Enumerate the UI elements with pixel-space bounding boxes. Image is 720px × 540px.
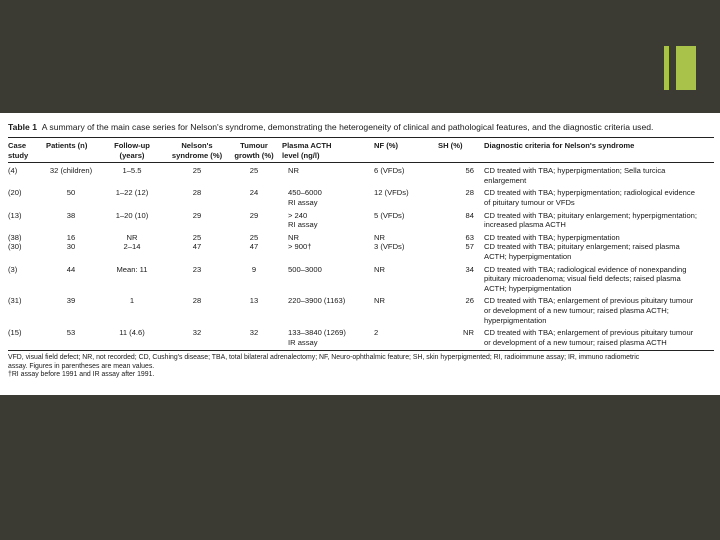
cell-tumour: 25 <box>249 232 259 242</box>
cell-tumour: 9 <box>251 264 257 274</box>
header-acth: Plasma ACTH level (ng/l) <box>282 141 332 160</box>
cell-nelson: 28 <box>192 188 202 198</box>
cell-study: (4) <box>8 166 18 176</box>
cell-nelson: 29 <box>192 210 202 220</box>
cell-nf: 2 <box>374 328 379 338</box>
cell-criteria: CD treated with TBA; hyperpigmentation; radiological evidence of pituitary tumour or VFDs <box>484 188 695 207</box>
table-row <box>8 185 714 207</box>
cell-nf: 6 (VFDs) <box>374 166 405 176</box>
cell-followup: Mean: 11 <box>116 264 148 274</box>
cell-acth: 450–6000 RI assay <box>288 188 322 207</box>
header-patients: Patients (n) <box>46 141 88 150</box>
cell-nf: NR <box>374 232 385 242</box>
header-sh: SH (%) <box>438 141 463 150</box>
cell-study: (31) <box>8 296 22 306</box>
cell-tumour: 29 <box>249 210 259 220</box>
cell-criteria: CD treated with TBA; hyperpigmentation <box>484 232 620 242</box>
cell-acth: 500–3000 <box>288 264 322 274</box>
cell-sh: 84 <box>465 210 474 220</box>
cell-nf: NR <box>374 296 385 306</box>
cell-criteria: CD treated with TBA; enlargement of previous pituitary tumour or development of a new tumour; raised plasma ACTH; hyperpigmentation <box>484 296 694 325</box>
cell-sh: 56 <box>465 166 474 176</box>
cell-followup: 1–5.5 <box>122 166 142 176</box>
table-footnotes <box>8 354 714 379</box>
cell-acth: > 900† <box>288 242 312 252</box>
header-case-study: Case study <box>8 141 29 160</box>
caption-label: Table 1 <box>8 122 37 132</box>
table-body <box>8 163 714 347</box>
cell-followup: 2–14 <box>123 242 141 252</box>
table-row <box>8 230 714 243</box>
table-row <box>8 163 714 185</box>
cell-followup: 11 (4.6) <box>119 328 145 338</box>
table-header <box>8 138 714 163</box>
cell-patients: 50 <box>66 188 76 198</box>
case-series-table <box>8 138 714 347</box>
cell-sh: 57 <box>465 242 474 252</box>
cell-nf: 3 (VFDs) <box>374 242 405 252</box>
cell-sh: 63 <box>465 232 474 242</box>
cell-patients: 38 <box>66 210 76 220</box>
cell-followup: 1–22 (12) <box>115 188 149 198</box>
cell-patients: 32 (children) <box>49 166 93 176</box>
header-nelsons: Nelson's syndrome (%) <box>171 141 223 160</box>
cell-followup: 1 <box>129 296 135 306</box>
header-criteria: Diagnostic criteria for Nelson's syndrome <box>484 141 635 150</box>
cell-sh: 28 <box>465 188 474 198</box>
cell-sh: 26 <box>465 296 474 306</box>
cell-study: (30) <box>8 242 22 252</box>
cell-nf: 5 (VFDs) <box>374 210 405 220</box>
cell-patients: 53 <box>66 328 76 338</box>
cell-nelson: 32 <box>192 328 202 338</box>
cell-acth: NR <box>288 232 299 242</box>
cell-nelson: 25 <box>192 166 202 176</box>
table-row <box>8 293 714 325</box>
cell-tumour: 24 <box>249 188 259 198</box>
cell-sh: NR <box>463 328 474 338</box>
footnote-line: †RI assay before 1991 and IR assay after 1991. <box>8 371 155 379</box>
footnote-line: assay. Figures in parentheses are mean values. <box>8 362 155 370</box>
cell-criteria: CD treated with TBA; radiological evidence of nonexpanding pituitary microadenoma; visual field defects; raised plasma ACTH; hyperpigmentation <box>484 264 687 293</box>
table-row <box>8 208 714 230</box>
header-tumour: Tumour growth (%) <box>234 141 274 160</box>
cell-criteria: CD treated with TBA; hyperpigmentation; Sella turcica enlargement <box>484 166 666 185</box>
cell-nelson: 25 <box>192 232 202 242</box>
cell-sh: 34 <box>465 264 474 274</box>
cell-nelson: 47 <box>192 242 202 252</box>
cell-patients: 16 <box>66 232 76 242</box>
cell-nf: NR <box>374 264 385 274</box>
footnote-line: VFD, visual field defect; NR, not recorded; CD, Cushing's disease; TBA, total bilateral adrenalectomy; NF, Neuro-ophthalmic feature; SH, skin hyperpigmented; RI, radioimmune assay; IR, immuno radiometric <box>8 354 640 362</box>
table-row <box>8 242 714 261</box>
cell-criteria: CD treated with TBA; pituitary enlargement; hyperpigmentation; increased plasma ACTH <box>484 210 698 230</box>
cell-tumour: 13 <box>249 296 259 306</box>
header-nf: NF (%) <box>374 141 399 150</box>
caption-text: A summary of the main case series for Nelson's syndrome, demonstrating the heterogeneity of clinical and pathological features, and the diagnostic criteria used. <box>41 122 654 132</box>
cell-acth: NR <box>288 166 299 176</box>
rule-bottom <box>8 350 714 351</box>
cell-criteria: CD treated with TBA; enlargement of previous pituitary tumour or development of a new tumour; raised plasma ACTH <box>484 328 694 347</box>
cell-study: (38) <box>8 232 22 242</box>
table-row <box>8 262 714 294</box>
cell-nf: 12 (VFDs) <box>374 188 409 198</box>
cell-acth: 220–3900 (1163) <box>288 296 346 306</box>
cell-tumour: 25 <box>249 166 259 176</box>
cell-criteria: CD treated with TBA; pituitary enlargement; raised plasma ACTH; hyperpigmentation <box>484 242 680 261</box>
table-row <box>8 325 714 347</box>
cell-nelson: 28 <box>192 296 202 306</box>
cell-nelson: 23 <box>192 264 202 274</box>
cell-patients: 30 <box>66 242 76 252</box>
accent-bar-thin <box>664 46 669 90</box>
cell-study: (13) <box>8 210 22 220</box>
header-follow-up: Follow-up (years) <box>114 141 150 160</box>
cell-acth: > 240 RI assay <box>288 210 318 230</box>
cell-followup: 1–20 (10) <box>115 210 149 220</box>
cell-study: (20) <box>8 188 22 198</box>
cell-patients: 39 <box>66 296 76 306</box>
table-document <box>0 113 720 395</box>
cell-patients: 44 <box>66 264 76 274</box>
cell-followup: NR <box>126 232 138 242</box>
cell-study: (15) <box>8 328 22 338</box>
table-caption <box>8 122 714 133</box>
accent-bar-thick <box>676 46 696 90</box>
cell-tumour: 32 <box>249 328 259 338</box>
cell-tumour: 47 <box>249 242 259 252</box>
cell-study: (3) <box>8 264 18 274</box>
cell-acth: 133–3840 (1269) IR assay <box>288 328 346 347</box>
